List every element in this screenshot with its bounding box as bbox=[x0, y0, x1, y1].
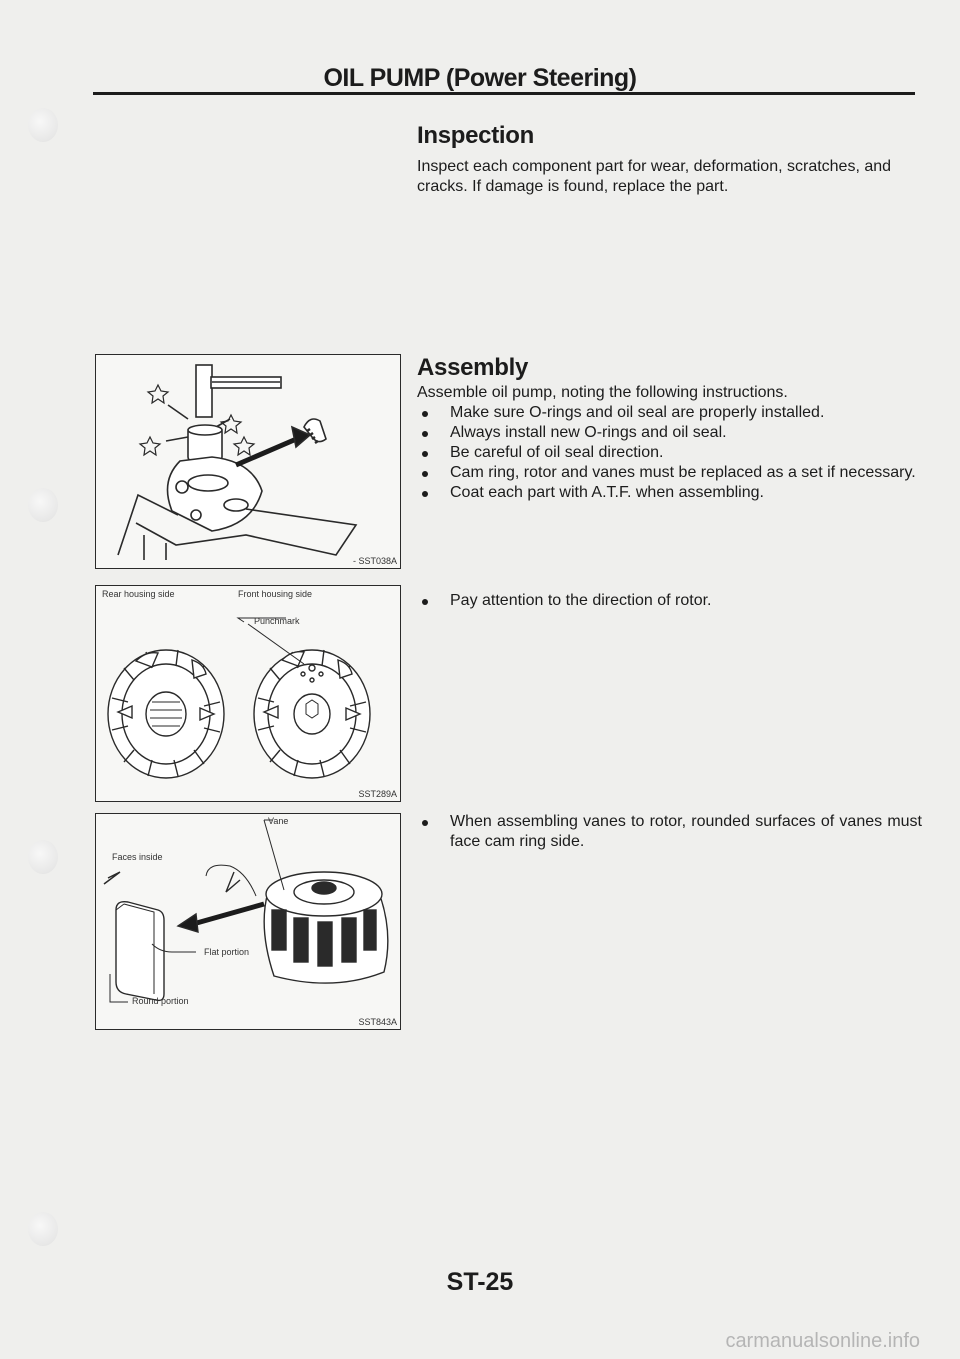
figure-code: SST289A bbox=[358, 789, 397, 799]
binder-hole bbox=[28, 488, 58, 522]
figure-code: SST843A bbox=[358, 1017, 397, 1027]
rotor-illustration bbox=[96, 586, 400, 801]
watermark: carmanualsonline.info bbox=[725, 1330, 920, 1352]
header-rule bbox=[93, 92, 915, 95]
round-portion-label: Round portion bbox=[132, 996, 189, 1006]
flat-portion-label: Flat portion bbox=[204, 947, 250, 957]
assembly-bullet-list bbox=[417, 403, 922, 503]
list-item: Make sure O-rings and oil seal are properly installed. bbox=[417, 403, 922, 423]
punchmark-label: Punchmark bbox=[254, 616, 300, 626]
rotor-note-list bbox=[417, 591, 922, 611]
inspection-body: Inspect each component part for wear, deformation, scratches, and cracks. If damage is found, replace the part. bbox=[417, 158, 892, 195]
figure-vane-orientation bbox=[95, 813, 401, 1030]
list-item: Coat each part with A.T.F. when assembling. bbox=[417, 483, 922, 503]
front-housing-label: Front housing side bbox=[238, 589, 313, 599]
binder-hole bbox=[28, 840, 58, 874]
binder-hole bbox=[28, 1212, 58, 1246]
rear-housing-label: Rear housing side bbox=[102, 589, 175, 599]
list-item: Pay attention to the direction of rotor. bbox=[417, 591, 922, 611]
list-item: Cam ring, rotor and vanes must be replaced as a set if necessary. bbox=[417, 463, 922, 483]
page-number: ST-25 bbox=[446, 1268, 514, 1296]
page-title: OIL PUMP (Power Steering) bbox=[323, 64, 637, 92]
list-item: When assembling vanes to rotor, rounded surfaces of vanes must face cam ring side. bbox=[417, 812, 922, 852]
oil-seal-illustration bbox=[96, 355, 400, 568]
figure-oil-seal-install bbox=[95, 354, 401, 569]
list-item: Be careful of oil seal direction. bbox=[417, 443, 922, 463]
vane-note-list bbox=[417, 812, 922, 852]
faces-inside-label: Faces inside bbox=[112, 852, 163, 862]
figure-rotor-direction bbox=[95, 585, 401, 802]
vane-label: Vane bbox=[268, 816, 289, 826]
list-item: Always install new O-rings and oil seal. bbox=[417, 423, 922, 443]
assembly-heading: Assembly bbox=[417, 354, 528, 381]
figure-code: - SST038A bbox=[352, 556, 397, 566]
inspection-heading: Inspection bbox=[417, 122, 535, 149]
assembly-intro: Assemble oil pump, noting the following instructions. bbox=[417, 384, 788, 401]
binder-hole bbox=[28, 108, 58, 142]
